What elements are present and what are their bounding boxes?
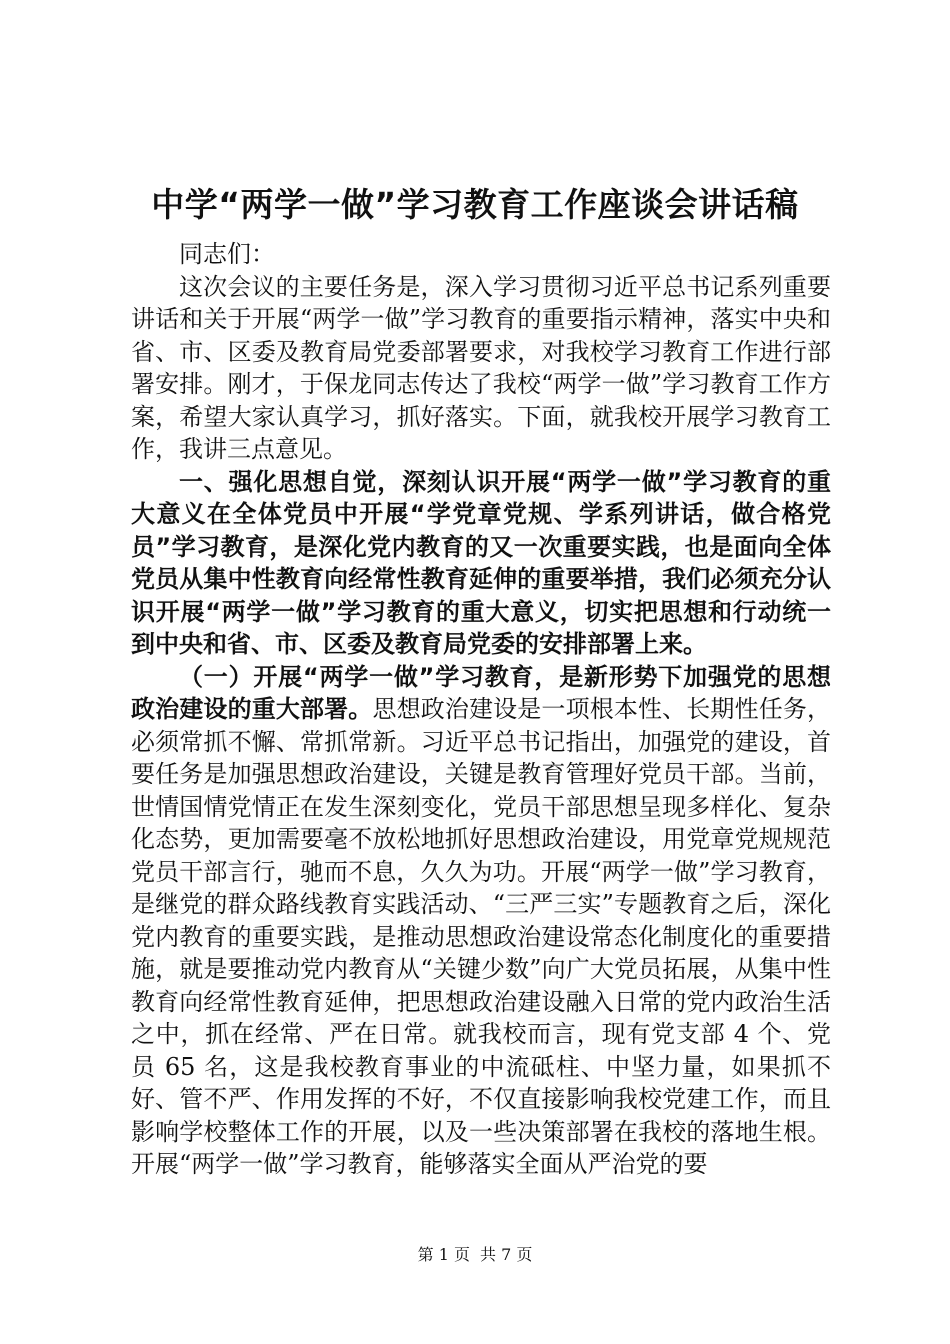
page-footer — [0, 1245, 950, 1265]
document-title: 中学“两学一做”学习教育工作座谈会讲话稿 — [151, 185, 799, 224]
subsection-1-body: 思想政治建设是一项根本性、长期性任务，必须常抓不懈、常抓常新。习近平总书记指出，加强党的建设，首要任务是加强思想政治建设，关键是教育管理好党员干部。当前，世情国情党情正在发生深刻变化，党员干部思想呈现多样化、复杂化态势，更加需要毫不放松地抓好思想政治建设，用党章党规规范党员干部言行，驰而不息，久久为功。开展“两学一做”学习教育，是继党的群众路线教育实践活动、“三严三实”专题教育之后，深化党内教育的重要实践，是推动思想政治建设常态化制度化的重要措施，就是要推动党内教育从“关键少数”向广大党员拓展，从集中性教育向经常性教育延伸，把思想政治建设融入日常的党内政治生活之中，抓在经常、严在日常。就我校而言，现有党支部 4 个、党员 65 名，这是我校教育事业的中流砥柱、中坚力量，如果抓不好、管不严、作用发挥的不好，不仅直接影响我校党建工作，而且影响学校整体工作的开展，以及一些决策部署在我校的落地生根。开展“两学一做”学习教育，能够落实全面从严治党的要 — [131, 695, 832, 1178]
intro-paragraph: 这次会议的主要任务是，深入学习贯彻习近平总书记系列重要讲话和关于开展“两学一做”学习教育的重要指示精神，落实中央和省、市、区委及教育局党委部署要求，对我校学习教育工作进行部署安排。刚才，于保龙同志传达了我校“两学一做”学习教育工作方案，希望大家认真学习，抓好落实。下面，就我校开展学习教育工作，我讲三点意见。 — [131, 272, 831, 463]
page-number: 第 1 页 — [417, 1245, 470, 1264]
section-1-paragraph: 一、强化思想自觉，深刻认识开展“两学一做”学习教育的重大意义在全体党员中开展“学党章党规、学系列讲话，做合格党员”学习教育，是深化党内教育的又一次重要实践，也是面向全体党员从集中性教育向经常性教育延伸的重要举措，我们必须充分认识开展“两学一做”学习教育的重大意义，切实把思想和行动统一到中央和省、市、区委及教育局党委的安排部署上来。 — [131, 467, 831, 658]
document-body — [131, 238, 831, 1181]
page-total: 共 7 页 — [480, 1245, 533, 1264]
salutation: 同志们： — [179, 240, 275, 268]
subsection-1-paragraph — [131, 661, 831, 1181]
subsection-1-heading: （一）开展“两学一做”学习教育，是新形势下加强党的思想政治建设的重大部署。 — [131, 662, 831, 723]
